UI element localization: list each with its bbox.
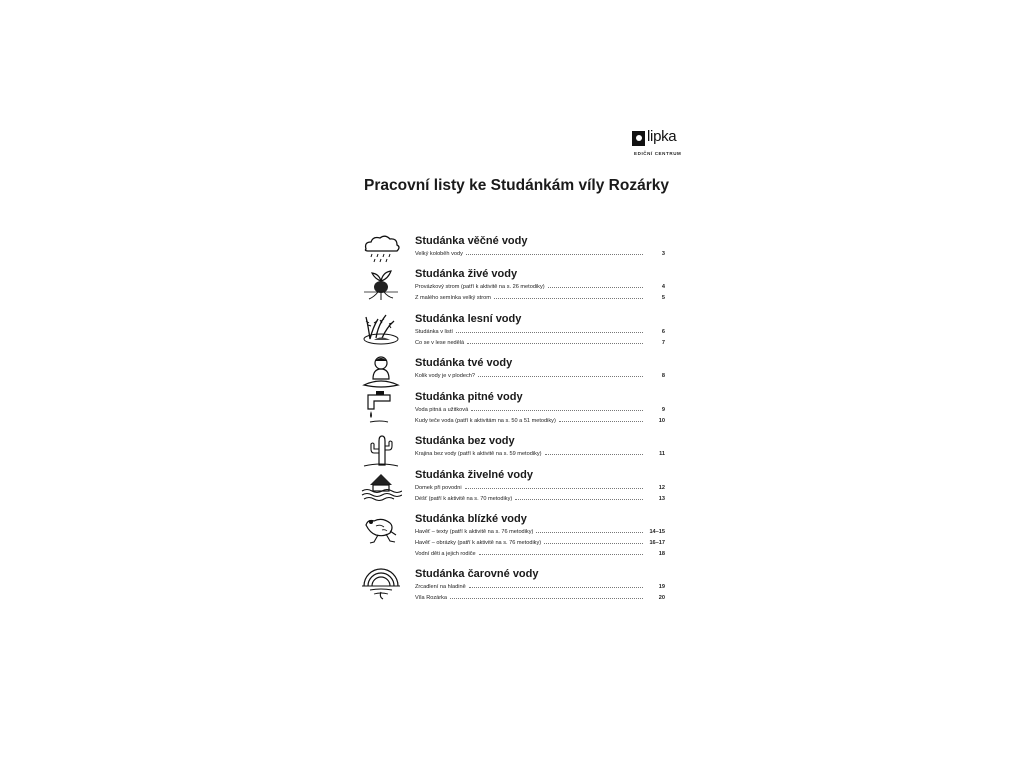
dot-leader xyxy=(494,297,643,299)
toc-page-number: 14–15 xyxy=(649,529,665,535)
toc-entry-label: Krajina bez vody (patří k aktivitě na s. 59 metodiky) xyxy=(415,451,542,457)
section-heading: Studánka věčné vody xyxy=(415,235,528,247)
toc-entry[interactable] xyxy=(415,481,665,491)
toc-entry-label: Domek při povodni xyxy=(415,485,462,491)
toc-page-number: 10 xyxy=(658,418,665,424)
dot-leader xyxy=(471,409,643,411)
toc-page-number: 12 xyxy=(658,485,665,491)
dot-leader xyxy=(478,375,643,377)
toc-page-number: 18 xyxy=(658,551,665,557)
toc-entry-label: Vodní děti a jejich rodiče xyxy=(415,551,476,557)
toc-entry[interactable] xyxy=(415,447,665,457)
toc-entry[interactable] xyxy=(415,591,665,601)
toc-page-number: 11 xyxy=(659,451,665,457)
toc-entry[interactable] xyxy=(415,580,665,590)
logo-subtitle: EDIČNÍ CENTRUM xyxy=(634,151,682,156)
toc-entry[interactable] xyxy=(415,369,665,379)
dot-leader xyxy=(515,498,643,500)
toc-page-number: 19 xyxy=(658,584,665,590)
sprouting-seed-icon xyxy=(360,266,402,302)
rain-cloud-icon xyxy=(360,233,402,269)
toc-entry[interactable] xyxy=(415,414,665,424)
dot-leader xyxy=(465,487,643,489)
toc-entry[interactable] xyxy=(415,403,665,413)
cactus-icon xyxy=(360,433,402,469)
toc-page-number: 13 xyxy=(658,496,665,502)
water-tap-icon xyxy=(360,389,402,425)
toc-entry[interactable] xyxy=(415,492,665,502)
dot-leader xyxy=(548,286,643,288)
toc-entry-label: Kudy teče voda (patří k aktivitám na s. 50 a 51 metodiky) xyxy=(415,418,556,424)
section-heading: Studánka čarovné vody xyxy=(415,568,539,580)
toc-entry[interactable] xyxy=(415,525,665,535)
publisher-logo xyxy=(632,128,692,161)
toc-page-number: 3 xyxy=(661,251,665,257)
section-heading: Studánka živé vody xyxy=(415,268,518,280)
toc-entry-label: Kolik vody je v plodech? xyxy=(415,373,476,379)
toc-entry[interactable] xyxy=(415,247,665,257)
toc-page-number: 6 xyxy=(661,329,665,335)
toc-entry[interactable] xyxy=(415,280,665,290)
section-heading: Studánka bez vody xyxy=(415,435,515,447)
toc-page-number: 20 xyxy=(658,595,665,601)
toc-page-number: 16–17 xyxy=(649,540,665,546)
dot-leader xyxy=(469,586,643,588)
dot-leader xyxy=(450,597,643,599)
toc-page-number: 8 xyxy=(661,373,665,379)
toc-entry-label: Studánka v listí xyxy=(415,329,453,335)
toc-entry-label: Provázkový strom (patří k aktivitě na s. 26 metodiky) xyxy=(415,284,545,290)
frog-icon xyxy=(360,511,402,547)
toc-entry-label: Víla Rozárka xyxy=(415,595,448,601)
toc-entry-label: Velký koloběh vody xyxy=(415,251,463,257)
toc-entry-label: Voda pitná a užitková xyxy=(415,407,469,413)
toc-page-number: 7 xyxy=(661,340,665,346)
toc-entry[interactable] xyxy=(415,291,665,301)
dot-leader xyxy=(536,531,643,533)
logo-word: lipka xyxy=(647,128,677,145)
toc-entry-label: Zrcadlení na hladině xyxy=(415,584,466,590)
toc-page-number: 4 xyxy=(661,284,665,290)
page-title: Pracovní listy ke Studánkám víly Rozárky xyxy=(364,177,669,194)
section-heading: Studánka blízké vody xyxy=(415,513,527,525)
dot-leader xyxy=(545,453,643,455)
toc-entry[interactable] xyxy=(415,336,665,346)
dot-leader xyxy=(479,553,643,555)
logo-mark-icon xyxy=(632,131,645,146)
toc-page-number: 5 xyxy=(661,295,665,301)
rainbow-pond-icon xyxy=(360,566,402,602)
section-heading: Studánka lesní vody xyxy=(415,313,522,325)
sitting-child-icon xyxy=(360,355,402,391)
dot-leader xyxy=(559,420,643,422)
toc-page-number: 9 xyxy=(661,407,665,413)
toc-entry[interactable] xyxy=(415,547,665,557)
dot-leader xyxy=(456,331,643,333)
toc-entry-label: Déšť (patří k aktivitě na s. 70 metodiky) xyxy=(415,496,513,502)
toc-entry-label: Co se v lese nedělá xyxy=(415,340,465,346)
forest-plants-icon xyxy=(360,311,402,347)
toc-entry[interactable] xyxy=(415,325,665,335)
flooded-house-icon xyxy=(360,467,402,503)
section-heading: Studánka tvé vody xyxy=(415,357,513,369)
section-heading: Studánka pitné vody xyxy=(415,391,523,403)
toc-entry-label: Havěť – texty (patří k aktivitě na s. 76 metodiky) xyxy=(415,529,534,535)
dot-leader xyxy=(466,253,643,255)
toc-entry-label: Z malého semínka velký strom xyxy=(415,295,491,301)
dot-leader xyxy=(544,542,643,544)
dot-leader xyxy=(467,342,643,344)
toc-entry[interactable] xyxy=(415,536,665,546)
section-heading: Studánka živelné vody xyxy=(415,469,533,481)
toc-entry-label: Havěť – obrázky (patří k aktivitě na s. 76 metodiky) xyxy=(415,540,542,546)
